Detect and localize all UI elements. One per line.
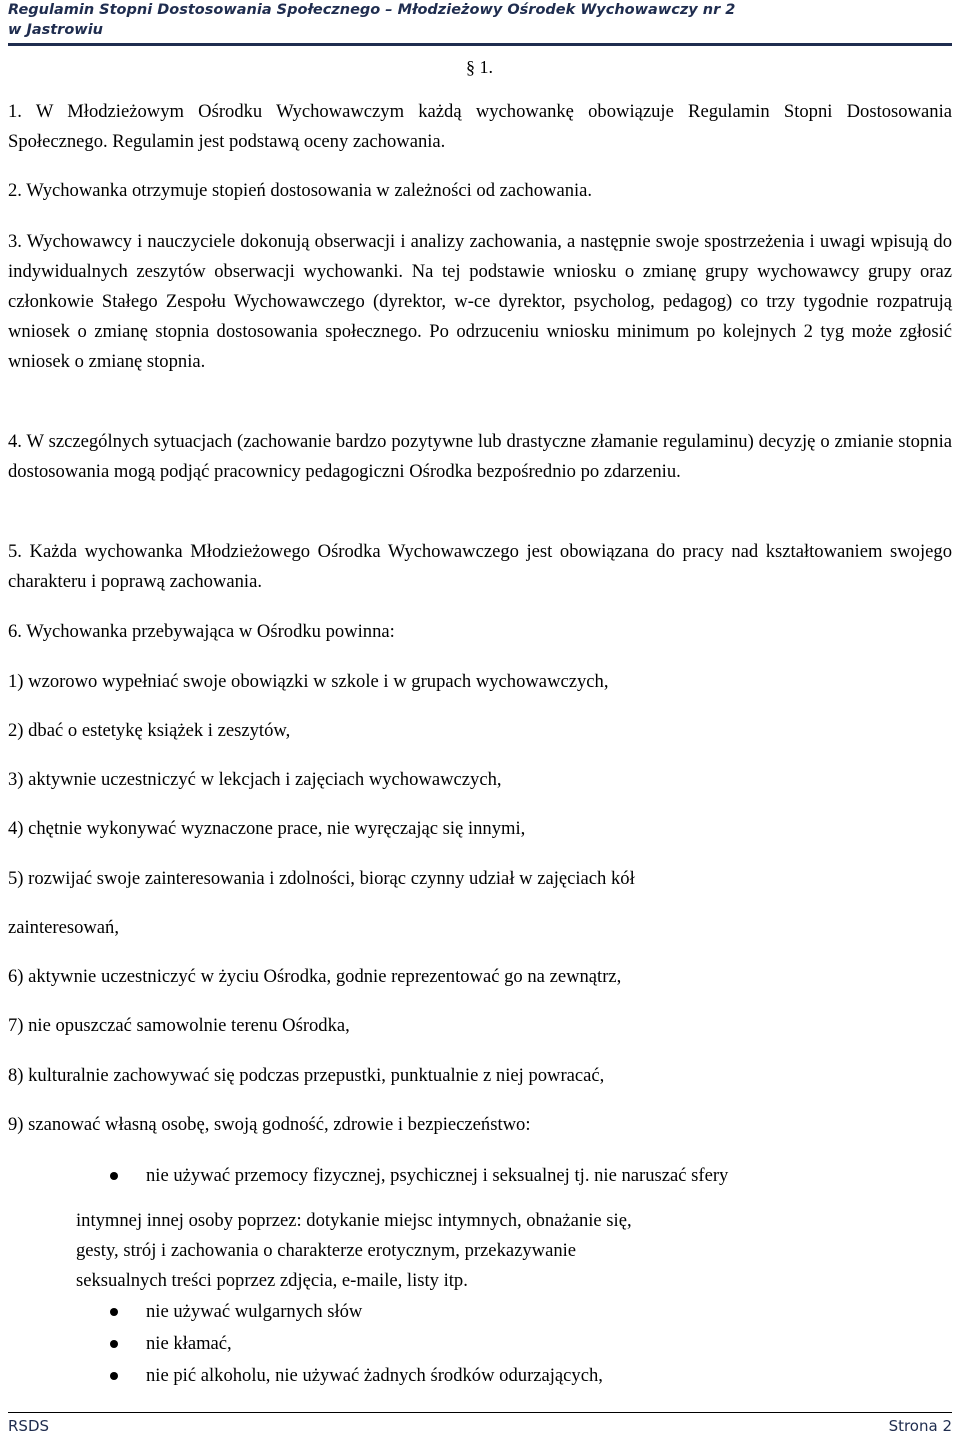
- list-item-continuation: zainteresowań,: [8, 917, 119, 938]
- list-item: 8) kulturalnie zachowywać się podczas przepustki, punktualnie z niej powracać,: [8, 1065, 605, 1086]
- page-header: [8, 0, 952, 40]
- paragraph-1: 1. W Młodzieżowym Ośrodku Wychowawczym każdą wychowankę obowiązuje Regulamin Stopni Dostosowania Społecznego. Regulamin jest podstawą oceny zachowania.: [8, 101, 952, 152]
- paragraph-5: 5. Każda wychowanka Młodzieżowego Ośrodka Wychowawczego jest obowiązana do pracy nad kształtowaniem swojego charakteru i poprawą zachowania.: [8, 541, 952, 592]
- bullet-text: nie kłamać,: [146, 1333, 232, 1354]
- paragraph-3: 3. Wychowawcy i nauczyciele dokonują obserwacji i analizy zachowania, a następnie swoje spostrzeżenia i uwagi wpisują do indywidualnych zeszytów obserwacji wychowanki. Na tej podstawie wniosku o zmianę grupy wychowawcy grupy oraz członkowie Stałego Zespołu Wychowawczego (dyrektor, w-ce dyrektor, psycholog, pedagog) co trzy tygodnie rozpatrują wniosek o zmianę stopnia dostosowania społecznego. Po odrzuceniu wniosku minimum po kolejnych 2 tyg może zgłosić wniosek o zmianę stopnia.: [8, 231, 952, 372]
- continuation-line: intymnej innej osoby poprzez: dotykanie miejsc intymnych, obnażanie się,: [76, 1210, 632, 1231]
- bullet-icon: [110, 1172, 118, 1180]
- list-item: 5) rozwijać swoje zainteresowania i zdolności, biorąc czynny udział w zajęciach kół: [8, 868, 635, 889]
- list-item: 7) nie opuszczać samowolnie terenu Ośrodka,: [8, 1015, 350, 1036]
- bullet-text: nie pić alkoholu, nie używać żadnych środków odurzających,: [146, 1365, 603, 1386]
- bullet-icon: [110, 1340, 118, 1348]
- list-item: 6) aktywnie uczestniczyć w życiu Ośrodka, godnie reprezentować go na zewnątrz,: [8, 966, 622, 987]
- paragraph-2: 2. Wychowanka otrzymuje stopień dostosowania w zależności od zachowania.: [8, 180, 593, 201]
- list-item: 2) dbać o estetykę książek i zeszytów,: [8, 720, 291, 741]
- bullet-icon: [110, 1372, 118, 1380]
- header-title-line-1: Regulamin Stopni Dostosowania Społecznego – Młodzieżowy Ośrodek Wychowawczy nr 2: [8, 2, 736, 18]
- list-item: 1) wzorowo wypełniać swoje obowiązki w szkole i w grupach wychowawczych,: [8, 671, 609, 692]
- continuation-line: seksualnych treści poprzez zdjęcia, e-maile, listy itp.: [76, 1270, 468, 1291]
- point-6-intro: 6. Wychowanka przebywająca w Ośrodku powinna:: [8, 621, 395, 642]
- section-number: § 1.: [466, 57, 493, 77]
- footer-divider: [8, 1412, 952, 1413]
- bullet-text: nie używać przemocy fizycznej, psychicznej i seksualnej tj. nie naruszać sfery: [146, 1165, 729, 1186]
- footer-document-code: RSDS: [8, 1417, 50, 1435]
- footer-page-number: Strona 2: [888, 1417, 952, 1435]
- bullet-text: nie używać wulgarnych słów: [146, 1301, 363, 1322]
- paragraph-4: 4. W szczególnych sytuacjach (zachowanie bardzo pozytywne lub drastyczne złamanie regulaminu) decyzję o zmianie stopnia dostosowania mogą podjąć pracownicy pedagogiczni Ośrodka bezpośrednio po zdarzeniu.: [8, 431, 952, 482]
- list-item: 9) szanować własną osobę, swoją godność, zdrowie i bezpieczeństwo:: [8, 1114, 531, 1135]
- header-title-line-2: w Jastrowiu: [8, 22, 103, 38]
- continuation-line: gesty, strój i zachowania o charakterze erotycznym, przekazywanie: [76, 1240, 577, 1261]
- list-item: 3) aktywnie uczestniczyć w lekcjach i zajęciach wychowawczych,: [8, 769, 502, 790]
- list-item: 4) chętnie wykonywać wyznaczone prace, nie wyręczając się innymi,: [8, 818, 526, 839]
- header-divider: [8, 43, 952, 46]
- bullet-icon: [110, 1308, 118, 1316]
- bullet-continuation: [76, 1206, 776, 1296]
